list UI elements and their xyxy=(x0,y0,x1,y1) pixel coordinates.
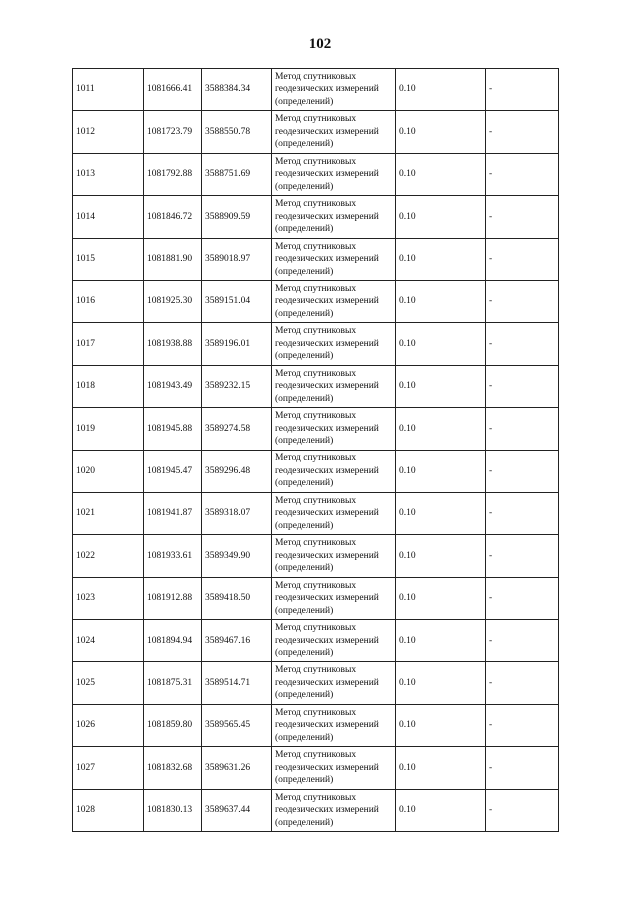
method-line: Метод спутниковых xyxy=(275,199,357,210)
x-coordinate-cell: 1081666.41 xyxy=(144,69,202,111)
method-line: Метод спутниковых xyxy=(275,495,357,506)
accuracy-cell: 0.10 xyxy=(396,153,486,195)
point-number-cell: 1012 xyxy=(73,111,144,153)
accuracy-cell: 0.10 xyxy=(396,704,486,746)
point-number-cell: 1019 xyxy=(73,408,144,450)
method-line: геодезических измерений xyxy=(275,720,379,731)
point-number-cell: 1022 xyxy=(73,535,144,577)
table-row xyxy=(73,535,559,577)
method-line: Метод спутниковых xyxy=(275,156,357,167)
method-line: (определений) xyxy=(275,393,334,404)
accuracy-cell: 0.10 xyxy=(396,408,486,450)
accuracy-cell: 0.10 xyxy=(396,620,486,662)
method-line: геодезических измерений xyxy=(275,762,379,773)
method-line: геодезических измерений xyxy=(275,635,379,646)
method-line: (определений) xyxy=(275,308,334,319)
x-coordinate-cell: 1081881.90 xyxy=(144,238,202,280)
point-number-cell: 1020 xyxy=(73,450,144,492)
note-cell: - xyxy=(486,365,559,407)
x-coordinate-cell: 1081938.88 xyxy=(144,323,202,365)
note-cell: - xyxy=(486,577,559,619)
method-line: Метод спутниковых xyxy=(275,71,357,82)
method-line: геодезических измерений xyxy=(275,593,379,604)
method-line: (определений) xyxy=(275,436,334,447)
table-row xyxy=(73,747,559,789)
table-row xyxy=(73,408,559,450)
table-row xyxy=(73,620,559,662)
accuracy-cell: 0.10 xyxy=(396,535,486,577)
point-number-cell: 1025 xyxy=(73,662,144,704)
y-coordinate-cell: 3589274.58 xyxy=(202,408,272,450)
method-line: (определений) xyxy=(275,690,334,701)
note-cell: - xyxy=(486,704,559,746)
table-row xyxy=(73,492,559,534)
x-coordinate-cell: 1081846.72 xyxy=(144,196,202,238)
y-coordinate-cell: 3589232.15 xyxy=(202,365,272,407)
accuracy-cell: 0.10 xyxy=(396,69,486,111)
accuracy-cell: 0.10 xyxy=(396,280,486,322)
method-line: Метод спутниковых xyxy=(275,538,357,549)
method-line: геодезических измерений xyxy=(275,677,379,688)
accuracy-cell: 0.10 xyxy=(396,450,486,492)
note-cell: - xyxy=(486,323,559,365)
table-row xyxy=(73,153,559,195)
note-cell: - xyxy=(486,492,559,534)
point-number-cell: 1016 xyxy=(73,280,144,322)
accuracy-cell: 0.10 xyxy=(396,365,486,407)
y-coordinate-cell: 3589467.16 xyxy=(202,620,272,662)
note-cell: - xyxy=(486,620,559,662)
y-coordinate-cell: 3588751.69 xyxy=(202,153,272,195)
y-coordinate-cell: 3589418.50 xyxy=(202,577,272,619)
point-number-cell: 1021 xyxy=(73,492,144,534)
method-line: Метод спутниковых xyxy=(275,241,357,252)
table-body xyxy=(73,69,559,832)
method-line: геодезических измерений xyxy=(275,169,379,180)
method-line: Метод спутниковых xyxy=(275,707,357,718)
x-coordinate-cell: 1081945.88 xyxy=(144,408,202,450)
point-number-cell: 1018 xyxy=(73,365,144,407)
method-line: (определений) xyxy=(275,563,334,574)
table-row xyxy=(73,196,559,238)
method-line: (определений) xyxy=(275,266,334,277)
table-row xyxy=(73,577,559,619)
x-coordinate-cell: 1081723.79 xyxy=(144,111,202,153)
y-coordinate-cell: 3588550.78 xyxy=(202,111,272,153)
note-cell: - xyxy=(486,111,559,153)
method-cell xyxy=(272,408,396,450)
method-line: геодезических измерений xyxy=(275,211,379,222)
note-cell: - xyxy=(486,153,559,195)
method-cell xyxy=(272,620,396,662)
x-coordinate-cell: 1081912.88 xyxy=(144,577,202,619)
y-coordinate-cell: 3588384.34 xyxy=(202,69,272,111)
accuracy-cell: 0.10 xyxy=(396,662,486,704)
x-coordinate-cell: 1081859.80 xyxy=(144,704,202,746)
y-coordinate-cell: 3589631.26 xyxy=(202,747,272,789)
method-cell xyxy=(272,153,396,195)
method-line: (определений) xyxy=(275,224,334,235)
y-coordinate-cell: 3589151.04 xyxy=(202,280,272,322)
method-line: Метод спутниковых xyxy=(275,453,357,464)
point-number-cell: 1013 xyxy=(73,153,144,195)
method-line: геодезических измерений xyxy=(275,423,379,434)
accuracy-cell: 0.10 xyxy=(396,747,486,789)
method-cell xyxy=(272,492,396,534)
method-line: Метод спутниковых xyxy=(275,283,357,294)
x-coordinate-cell: 1081943.49 xyxy=(144,365,202,407)
x-coordinate-cell: 1081945.47 xyxy=(144,450,202,492)
y-coordinate-cell: 3589296.48 xyxy=(202,450,272,492)
method-line: Метод спутниковых xyxy=(275,750,357,761)
page-number: 102 xyxy=(308,36,332,52)
method-line: геодезических измерений xyxy=(275,296,379,307)
note-cell: - xyxy=(486,408,559,450)
method-line: (определений) xyxy=(275,648,334,659)
table-row xyxy=(73,704,559,746)
method-cell xyxy=(272,704,396,746)
method-line: (определений) xyxy=(275,520,334,531)
method-line: геодезических измерений xyxy=(275,84,379,95)
y-coordinate-cell: 3588909.59 xyxy=(202,196,272,238)
note-cell: - xyxy=(486,280,559,322)
method-cell xyxy=(272,789,396,831)
y-coordinate-cell: 3589565.45 xyxy=(202,704,272,746)
method-cell xyxy=(272,535,396,577)
note-cell: - xyxy=(486,662,559,704)
method-cell xyxy=(272,69,396,111)
table-row xyxy=(73,365,559,407)
method-line: (определений) xyxy=(275,478,334,489)
method-cell xyxy=(272,196,396,238)
accuracy-cell: 0.10 xyxy=(396,323,486,365)
note-cell: - xyxy=(486,450,559,492)
accuracy-cell: 0.10 xyxy=(396,789,486,831)
point-number-cell: 1026 xyxy=(73,704,144,746)
y-coordinate-cell: 3589514.71 xyxy=(202,662,272,704)
x-coordinate-cell: 1081925.30 xyxy=(144,280,202,322)
table-row xyxy=(73,111,559,153)
method-line: (определений) xyxy=(275,96,334,107)
method-line: геодезических измерений xyxy=(275,550,379,561)
method-line: геодезических измерений xyxy=(275,465,379,476)
y-coordinate-cell: 3589196.01 xyxy=(202,323,272,365)
x-coordinate-cell: 1081875.31 xyxy=(144,662,202,704)
method-cell xyxy=(272,280,396,322)
accuracy-cell: 0.10 xyxy=(396,111,486,153)
method-line: геодезических измерений xyxy=(275,508,379,519)
x-coordinate-cell: 1081830.13 xyxy=(144,789,202,831)
method-line: (определений) xyxy=(275,139,334,150)
note-cell: - xyxy=(486,747,559,789)
method-line: геодезических измерений xyxy=(275,254,379,264)
x-coordinate-cell: 1081933.61 xyxy=(144,535,202,577)
method-cell xyxy=(272,662,396,704)
y-coordinate-cell: 3589318.07 xyxy=(202,492,272,534)
method-line: Метод спутниковых xyxy=(275,411,357,422)
method-line: (определений) xyxy=(275,732,334,743)
table-row xyxy=(73,450,559,492)
table-row xyxy=(73,789,559,831)
point-number-cell: 1014 xyxy=(73,196,144,238)
x-coordinate-cell: 1081832.68 xyxy=(144,747,202,789)
method-line: (определений) xyxy=(275,351,334,362)
method-cell xyxy=(272,577,396,619)
note-cell: - xyxy=(486,789,559,831)
method-line: Метод спутниковых xyxy=(275,623,357,634)
method-cell xyxy=(272,238,396,280)
x-coordinate-cell: 1081894.94 xyxy=(144,620,202,662)
method-line: геодезических измерений xyxy=(275,338,379,349)
method-line: Метод спутниковых xyxy=(275,326,357,337)
accuracy-cell: 0.10 xyxy=(396,577,486,619)
method-line: геодезических измерений xyxy=(275,381,379,392)
table-row xyxy=(73,238,559,280)
method-line: (определений) xyxy=(275,181,334,192)
method-line: Метод спутниковых xyxy=(275,792,357,803)
method-line: Метод спутниковых xyxy=(275,580,357,591)
point-number-cell: 1015 xyxy=(73,238,144,280)
note-cell: - xyxy=(486,238,559,280)
y-coordinate-cell: 3589018.97 xyxy=(202,238,272,280)
table-row xyxy=(73,280,559,322)
point-number-cell: 1011 xyxy=(73,69,144,111)
table-row xyxy=(73,323,559,365)
method-cell xyxy=(272,365,396,407)
method-line: (определений) xyxy=(275,605,334,616)
accuracy-cell: 0.10 xyxy=(396,238,486,280)
point-number-cell: 1024 xyxy=(73,620,144,662)
y-coordinate-cell: 3589349.90 xyxy=(202,535,272,577)
method-cell xyxy=(272,323,396,365)
table-row xyxy=(73,662,559,704)
x-coordinate-cell: 1081792.88 xyxy=(144,153,202,195)
accuracy-cell: 0.10 xyxy=(396,492,486,534)
point-number-cell: 1027 xyxy=(73,747,144,789)
accuracy-cell: 0.10 xyxy=(396,196,486,238)
point-number-cell: 1023 xyxy=(73,577,144,619)
method-cell xyxy=(272,747,396,789)
method-line: Метод спутниковых xyxy=(275,114,357,125)
note-cell: - xyxy=(486,69,559,111)
method-line: Метод спутниковых xyxy=(275,368,357,379)
table-row xyxy=(73,69,559,111)
y-coordinate-cell: 3589637.44 xyxy=(202,789,272,831)
method-cell xyxy=(272,111,396,153)
point-number-cell: 1028 xyxy=(73,789,144,831)
note-cell: - xyxy=(486,535,559,577)
method-line: геодезических измерений xyxy=(275,805,379,816)
coordinates-table xyxy=(72,68,559,832)
method-line: Метод спутниковых xyxy=(275,665,357,676)
method-line: геодезических измерений xyxy=(275,126,379,137)
note-cell: - xyxy=(486,196,559,238)
point-number-cell: 1017 xyxy=(73,323,144,365)
method-cell xyxy=(272,450,396,492)
method-line: (определений) xyxy=(275,817,334,828)
x-coordinate-cell: 1081941.87 xyxy=(144,492,202,534)
method-line: (определений) xyxy=(275,775,334,786)
